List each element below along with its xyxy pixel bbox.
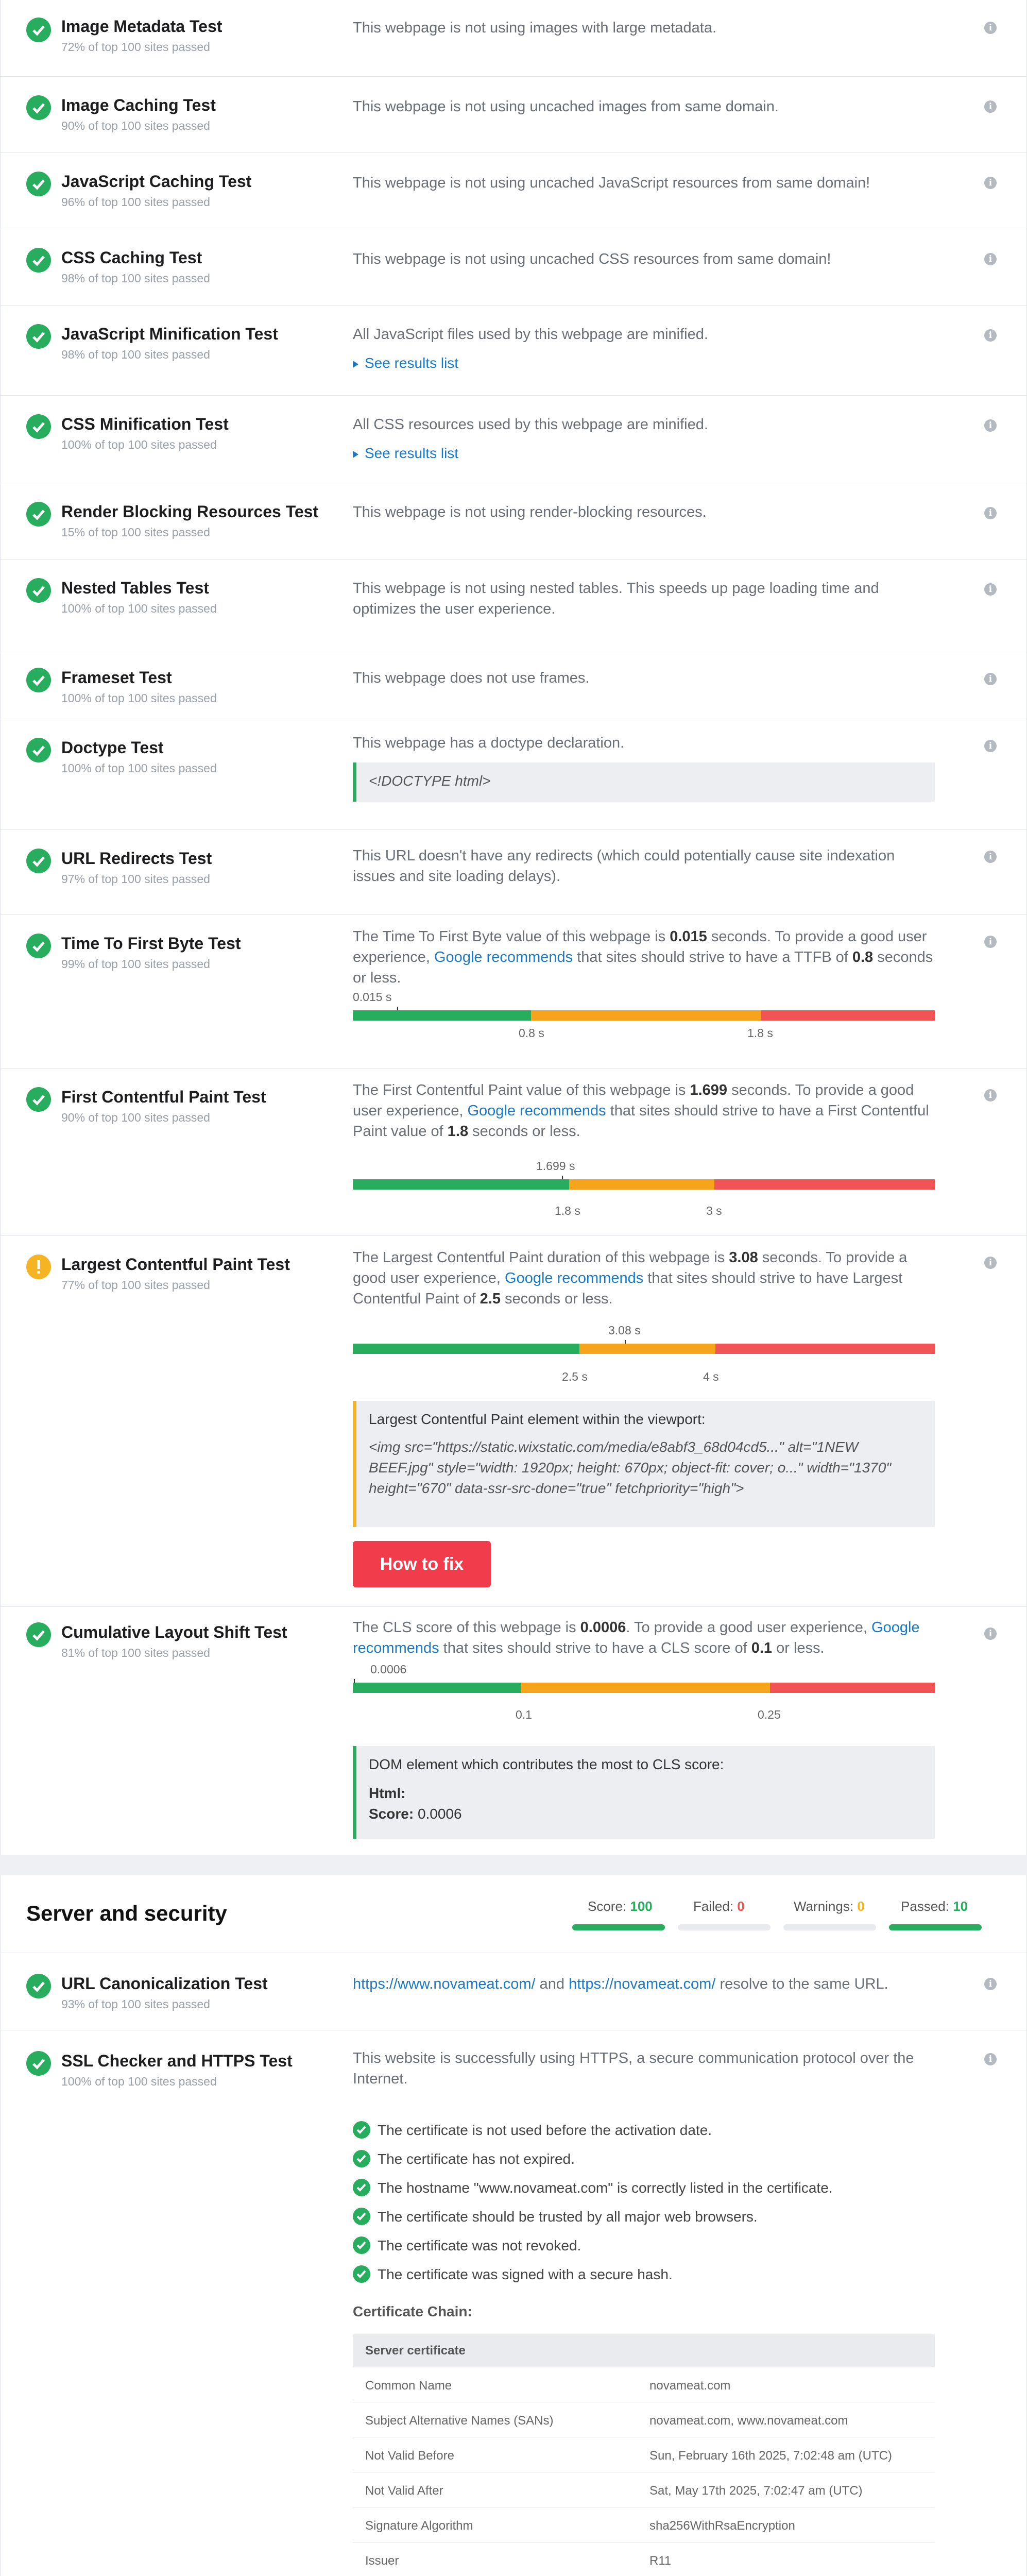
test-description: This webpage is not using uncached images from same domain. [353, 98, 779, 115]
ssl-check-item: The certificate was not revoked. [353, 2238, 581, 2256]
pass-check-icon [26, 1974, 51, 1998]
pass-check-icon [26, 324, 51, 349]
check-icon [353, 2150, 370, 2167]
test-title: Image Caching Test [61, 96, 216, 114]
info-icon[interactable] [984, 936, 997, 948]
test-description: https://www.novameat.com/ and https://novameat.com/ resolve to the same URL. [353, 1976, 888, 1992]
google-recommends-link[interactable]: Google recommends [353, 1619, 920, 1656]
info-icon[interactable] [984, 253, 997, 265]
test-pass-rate: 100% of top 100 sites passed [61, 761, 217, 775]
cert-row: Not Valid Before Sun, February 16th 2025, 7:02:48 am (UTC) [353, 2437, 935, 2472]
pass-check-icon [26, 502, 51, 527]
test-title: Largest Contentful Paint Test [61, 1255, 290, 1274]
test-description: This website is successfully using HTTPS, a secure communication protocol over the Internet. [353, 2050, 914, 2087]
failed-summary: Failed: 0 [693, 1899, 745, 1914]
test-description: This URL doesn't have any redirects (which could potentially cause site indexation issues and site loading delays). [353, 848, 895, 885]
fcp-value: 1.699 [690, 1082, 728, 1098]
info-icon[interactable] [984, 740, 997, 752]
check-icon [353, 2208, 370, 2225]
info-icon[interactable] [984, 1978, 997, 1990]
test-pass-rate: 100% of top 100 sites passed [61, 691, 217, 705]
certificate-chain-title: Certificate Chain: [353, 2303, 472, 2319]
cert-row: Not Valid After Sat, May 17th 2025, 7:02:47 am (UTC) [353, 2472, 935, 2507]
test-title: URL Redirects Test [61, 849, 212, 868]
test-row-image-caching [1, 76, 1026, 152]
fcp-threshold-poor: 3 s [706, 1204, 722, 1217]
info-icon[interactable] [984, 100, 997, 113]
test-row-css-caching [1, 229, 1026, 305]
test-row-nested-tables [1, 559, 1026, 652]
fcp-marker-label: 1.699 s [536, 1159, 575, 1173]
test-title: Frameset Test [61, 668, 172, 687]
pass-check-icon [26, 1087, 51, 1112]
ssl-check-item: The certificate has not expired. [353, 2151, 575, 2169]
pass-check-icon [26, 934, 51, 958]
test-title: Doctype Test [61, 738, 164, 757]
test-pass-rate: 100% of top 100 sites passed [61, 2075, 217, 2088]
info-icon[interactable] [984, 1089, 997, 1101]
info-icon[interactable] [984, 583, 997, 596]
test-title: JavaScript Caching Test [61, 172, 252, 191]
test-pass-rate: 93% of top 100 sites passed [61, 1997, 210, 2011]
server-security-panel [0, 1875, 1027, 2576]
cert-row: Subject Alternative Names (SANs) novameat.com, www.novameat.com [353, 2402, 935, 2437]
info-icon[interactable] [984, 1628, 997, 1640]
root-url-link[interactable]: https://novameat.com/ [569, 1976, 716, 1992]
ssl-check-item: The certificate should be trusted by all major web browsers. [353, 2209, 758, 2227]
info-icon[interactable] [984, 22, 997, 34]
info-icon[interactable] [984, 1257, 997, 1269]
test-row-fcp [1, 1068, 1026, 1235]
test-description: This webpage does not use frames. [353, 670, 590, 686]
cls-element-title: DOM element which contributes the most to CLS score: [369, 1756, 724, 1772]
cls-html-label: Html: [369, 1785, 406, 1801]
warning-icon [26, 1255, 51, 1279]
cert-table-header: Server certificate [353, 2334, 935, 2367]
doctype-code: <!DOCTYPE html> [369, 773, 491, 789]
cls-element-block [353, 1746, 935, 1839]
www-url-link[interactable]: https://www.novameat.com/ [353, 1976, 536, 1992]
test-title: CSS Minification Test [61, 415, 229, 433]
warnings-summary: Warnings: 0 [794, 1899, 865, 1914]
info-icon[interactable] [984, 177, 997, 189]
cert-row: Common Name novameat.com [353, 2367, 935, 2402]
score-value: 100 [630, 1899, 653, 1914]
score-summary: Score: 100 [588, 1899, 653, 1914]
test-description: This webpage is not using uncached JavaScript resources from same domain! [353, 175, 870, 191]
doctype-code-block [353, 762, 935, 802]
lcp-threshold-poor: 4 s [703, 1370, 719, 1383]
cert-row: Signature Algorithm sha256WithRsaEncryption [353, 2507, 935, 2543]
test-pass-rate: 72% of top 100 sites passed [61, 40, 210, 54]
test-title: URL Canonicalization Test [61, 1974, 268, 1993]
section-title: Server and security [26, 1901, 227, 1925]
test-pass-rate: 99% of top 100 sites passed [61, 957, 210, 971]
test-row-ttfb [1, 914, 1026, 1068]
info-icon[interactable] [984, 2053, 997, 2065]
fcp-threshold-good: 1.8 s [555, 1204, 580, 1217]
test-row-url-redirects [1, 829, 1026, 914]
test-title: CSS Caching Test [61, 248, 202, 267]
server-certificate-table [353, 2334, 935, 2576]
score-bar [572, 1924, 665, 1930]
test-row-image-metadata [1, 0, 1026, 76]
ttfb-threshold-good: 0.8 s [519, 1026, 544, 1040]
check-icon [353, 2265, 370, 2283]
google-recommends-link[interactable]: Google recommends [434, 949, 573, 965]
check-icon [353, 2179, 370, 2196]
see-results-link[interactable] [353, 445, 458, 462]
test-pass-rate: 100% of top 100 sites passed [61, 438, 217, 451]
test-pass-rate: 90% of top 100 sites passed [61, 1111, 210, 1124]
test-title: Nested Tables Test [61, 579, 209, 597]
lcp-scale-bar [353, 1344, 935, 1354]
lcp-threshold-good: 2.5 s [562, 1370, 588, 1383]
ttfb-scale-bar [353, 1010, 935, 1021]
test-description: This webpage is not using nested tables. This speeds up page loading time and optimizes the user experience. [353, 580, 879, 617]
cls-value: 0.0006 [580, 1619, 626, 1636]
test-pass-rate: 98% of top 100 sites passed [61, 272, 210, 285]
test-row-css-minification [1, 395, 1026, 483]
test-row-lcp [1, 1235, 1026, 1606]
lcp-element-block [353, 1401, 935, 1527]
info-icon[interactable] [984, 673, 997, 685]
see-results-link[interactable] [353, 355, 458, 371]
test-description: The Largest Contentful Paint duration of this webpage is 3.08 seconds. To provide a good user experience, Google recommends that sites should strive to have Largest Contentful Paint of 2.5 seconds or less. [353, 1249, 908, 1307]
test-description: This webpage is not using uncached CSS resources from same domain! [353, 251, 831, 267]
pass-check-icon [26, 248, 51, 273]
test-pass-rate: 77% of top 100 sites passed [61, 1278, 210, 1292]
info-icon[interactable] [984, 419, 997, 432]
test-title: SSL Checker and HTTPS Test [61, 2052, 293, 2070]
how-to-fix-button[interactable]: How to fix [353, 1541, 491, 1587]
test-row-doctype [1, 719, 1026, 829]
test-description: The CLS score of this webpage is 0.0006. To provide a good user experience, Google recommends that sites should strive to have a CLS score of 0.1 or less. [353, 1619, 920, 1656]
cls-threshold-good: 0.1 [516, 1708, 532, 1721]
lcp-marker-label: 3.08 s [608, 1324, 641, 1337]
passed-summary: Passed: 10 [901, 1899, 968, 1914]
test-row-render-blocking [1, 483, 1026, 559]
test-pass-rate: 100% of top 100 sites passed [61, 602, 217, 615]
see-results-label: See results list [365, 445, 459, 461]
test-title: Cumulative Layout Shift Test [61, 1623, 287, 1641]
pass-check-icon [26, 668, 51, 692]
info-icon[interactable] [984, 507, 997, 519]
failed-value: 0 [737, 1899, 745, 1914]
warnings-value: 0 [857, 1899, 865, 1914]
test-pass-rate: 98% of top 100 sites passed [61, 348, 210, 361]
test-row-ssl [1, 2030, 1026, 2576]
test-row-javascript-minification [1, 305, 1026, 395]
test-row-frameset [1, 652, 1026, 719]
test-pass-rate: 15% of top 100 sites passed [61, 526, 210, 539]
test-title: Time To First Byte Test [61, 934, 241, 953]
cert-row: Issuer R11 [353, 2543, 935, 2576]
info-icon[interactable] [984, 851, 997, 863]
lcp-target: 2.5 [480, 1291, 501, 1307]
test-row-javascript-caching [1, 152, 1026, 229]
passed-bar [889, 1924, 982, 1930]
pass-check-icon [26, 2051, 51, 2076]
test-row-url-canonicalization [1, 1953, 1026, 2030]
test-description: The Time To First Byte value of this webpage is 0.015 seconds. To provide a good user experience, Google recommends that sites should strive to have a TTFB of 0.8 seconds or less. [353, 928, 933, 986]
google-recommends-link[interactable]: Google recommends [467, 1103, 606, 1119]
lcp-value: 3.08 [729, 1249, 758, 1266]
test-description: All JavaScript files used by this webpage are minified. [353, 326, 708, 343]
check-icon [353, 2236, 370, 2254]
pass-check-icon [26, 95, 51, 120]
test-pass-rate: 97% of top 100 sites passed [61, 872, 210, 886]
warnings-bar [783, 1924, 876, 1930]
see-results-label: See results list [365, 355, 459, 371]
cls-threshold-poor: 0.25 [758, 1708, 781, 1721]
fcp-scale-bar [353, 1179, 935, 1190]
test-description: This webpage has a doctype declaration. [353, 735, 625, 751]
cls-score-label: Score: [369, 1806, 414, 1822]
pass-check-icon [26, 414, 51, 439]
pass-check-icon [26, 578, 51, 603]
lcp-element-title: Largest Contentful Paint element within the viewport: [369, 1411, 706, 1427]
test-pass-rate: 81% of top 100 sites passed [61, 1646, 210, 1659]
pass-check-icon [26, 1622, 51, 1647]
cls-marker-label: 0.0006 [370, 1663, 407, 1676]
google-recommends-link[interactable]: Google recommends [505, 1270, 644, 1286]
pass-check-icon [26, 18, 51, 42]
test-row-cls [1, 1606, 1026, 1855]
ttfb-value: 0.015 [670, 928, 707, 945]
test-description: The First Contentful Paint value of this webpage is 1.699 seconds. To provide a good user experience, Google recommends that sites should strive to have a First Contentful Paint value of 1.8 seconds or less. [353, 1082, 929, 1140]
section-header [1, 1875, 1026, 1953]
test-pass-rate: 90% of top 100 sites passed [61, 119, 210, 132]
ssl-check-item: The certificate is not used before the activation date. [353, 2122, 712, 2140]
test-description: This webpage is not using images with large metadata. [353, 20, 717, 36]
cls-score-value: 0.0006 [417, 1806, 462, 1822]
test-title: First Contentful Paint Test [61, 1088, 266, 1106]
caret-right-icon [353, 451, 358, 458]
fcp-target: 1.8 [447, 1123, 469, 1140]
test-title: Render Blocking Resources Test [61, 502, 319, 521]
lcp-element-code: <img src="https://static.wixstatic.com/media/e8abf3_68d04cd5..." alt="1NEW BEEF.jpg" style="width: 1920px; height: 670px; object-fit: cover; o..." width="1370" height="670" data-ssr-src-done="true" fetchpriority="high"> [369, 1439, 892, 1496]
pass-check-icon [26, 172, 51, 196]
ttfb-target: 0.8 [852, 949, 874, 965]
test-description: This webpage is not using render-blocking resources. [353, 504, 707, 520]
ssl-check-item: The certificate was signed with a secure hash. [353, 2266, 673, 2284]
test-description: All CSS resources used by this webpage are minified. [353, 416, 708, 433]
ttfb-marker-label: 0.015 s [353, 990, 392, 1004]
info-icon[interactable] [984, 329, 997, 342]
passed-value: 10 [953, 1899, 968, 1914]
pass-check-icon [26, 738, 51, 762]
pass-check-icon [26, 849, 51, 873]
check-icon [353, 2121, 370, 2139]
ttfb-threshold-poor: 1.8 s [747, 1026, 773, 1040]
test-title: Image Metadata Test [61, 17, 222, 36]
cls-target: 0.1 [751, 1640, 773, 1656]
test-title: JavaScript Minification Test [61, 325, 278, 343]
caret-right-icon [353, 361, 358, 368]
test-pass-rate: 96% of top 100 sites passed [61, 195, 210, 209]
failed-bar [678, 1924, 771, 1930]
ssl-check-item: The hostname "www.novameat.com" is correctly listed in the certificate. [353, 2180, 833, 2198]
cls-scale-bar [353, 1683, 935, 1693]
